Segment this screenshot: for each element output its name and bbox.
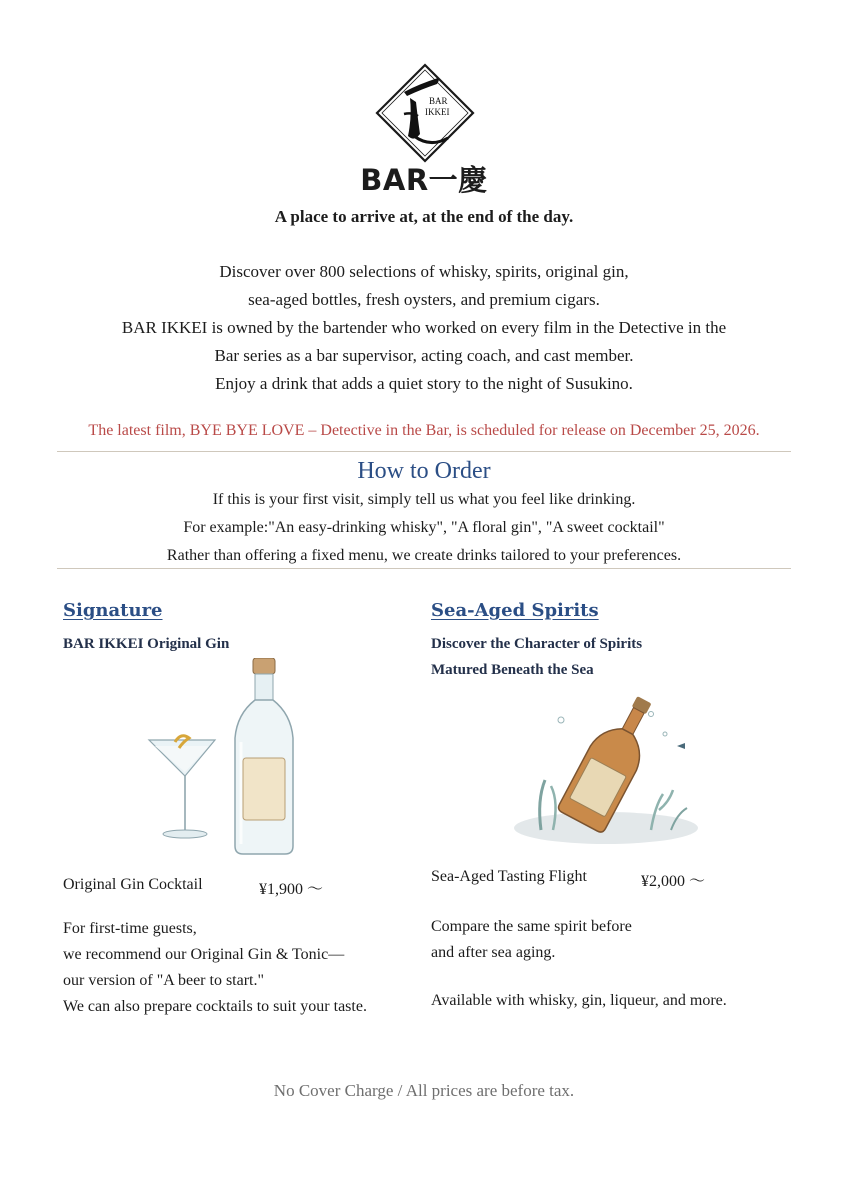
sea-aged-item-name: Sea-Aged Tasting Flight [431, 868, 587, 885]
sea-aged-item-price: ¥2,000 ～ [641, 873, 706, 890]
how-to-order-text [0, 486, 848, 570]
intro-line: sea-aged bottles, fresh oysters, and premium cigars. [248, 290, 600, 309]
logo-text-ikkei: IKKEI [425, 107, 450, 117]
sea-aged-desc-line: Available with whisky, gin, liqueur, and more. [431, 992, 727, 1009]
intro-line: Enjoy a drink that adds a quiet story to the night of Susukino. [215, 374, 633, 393]
signature-price-row [63, 876, 324, 898]
signature-desc-line: we recommend our Original Gin & Tonic— [63, 946, 345, 963]
signature-item-name: Original Gin Cocktail [63, 876, 203, 893]
tagline: A place to arrive at, at the end of the day. [274, 207, 574, 226]
order-line: For example:"An easy-drinking whisky", "A floral gin", "A sweet cocktail" [183, 519, 665, 536]
order-line: If this is your first visit, simply tell us what you feel like drinking. [212, 491, 636, 508]
sea-aged-desc-line: and after sea aging. [431, 944, 556, 961]
sea-aged-subtitle-line: Matured Beneath the Sea [431, 662, 594, 678]
signature-item-price: ¥1,900 ～ [259, 881, 324, 898]
sea-aged-description [431, 914, 727, 1014]
signature-desc-line: We can also prepare cocktails to suit your taste. [63, 998, 367, 1015]
sea-aged-heading: Sea-Aged Spirits [431, 600, 599, 621]
how-to-order-heading: How to Order [357, 458, 491, 484]
page-title: BAR一慶 [360, 163, 488, 197]
intro-line: Discover over 800 selections of whisky, spirits, original gin, [219, 262, 629, 281]
footer-note: No Cover Charge / All prices are before tax. [273, 1081, 575, 1100]
signature-desc-line: For first-time guests, [63, 920, 197, 937]
bar-ikkei-logo [374, 62, 476, 164]
logo-text-bar: BAR [429, 96, 448, 106]
paragraph-gap [431, 966, 727, 988]
signature-heading: Signature [63, 600, 163, 621]
sea-aged-desc-line: Compare the same spirit before [431, 918, 632, 935]
sea-aged-subtitle-line: Discover the Character of Spirits [431, 636, 643, 652]
sea-aged-subtitle [431, 631, 811, 683]
sea-aged-price-row [431, 868, 706, 890]
signature-subtitle: BAR IKKEI Original Gin [63, 636, 230, 652]
divider-bottom [57, 568, 791, 569]
signature-desc-line: our version of "A beer to start." [63, 972, 265, 989]
gin-bottle-martini-illustration [145, 658, 335, 858]
intro-line: BAR IKKEI is owned by the bartender who worked on every film in the Detective in the [121, 318, 727, 337]
divider-top [57, 451, 791, 452]
signature-description [63, 916, 367, 1020]
signature-section [63, 600, 423, 1015]
order-line: Rather than offering a fixed menu, we create drinks tailored to your preferences. [166, 547, 682, 564]
intro-paragraph [40, 258, 808, 398]
sea-aged-section [431, 600, 811, 1009]
release-notice: The latest film, BYE BYE LOVE – Detective in the Bar, is scheduled for release on December 25, 2026. [88, 422, 760, 439]
sea-aged-bottle-illustration [501, 690, 711, 850]
intro-line: Bar series as a bar supervisor, acting coach, and cast member. [214, 346, 634, 365]
